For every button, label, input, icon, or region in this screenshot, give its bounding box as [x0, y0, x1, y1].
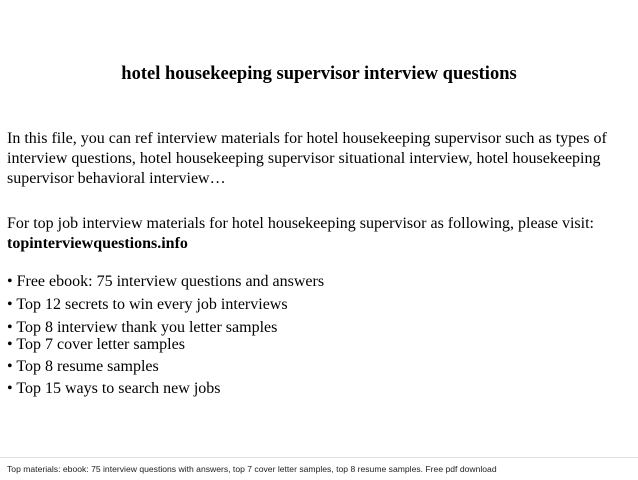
page-title: hotel housekeeping supervisor interview questions [121, 64, 517, 84]
intro-paragraph: In this file, you can ref interview materials for hotel housekeeping supervisor such as types of interview questions, hotel housekeeping supervisor situational interview, hotel housekeeping supervisor behavioral interview… [7, 130, 607, 187]
list-item: • Free ebook: 75 interview questions and answers [7, 273, 325, 290]
list-item: • Top 12 secrets to win every job interviews [7, 296, 288, 313]
cta-paragraph [7, 214, 635, 254]
list-item: • Top 7 cover letter samples [7, 336, 185, 353]
list-item: • Top 15 ways to search new jobs [7, 380, 221, 397]
materials-list [7, 272, 324, 399]
footer-text: Top materials: ebook: 75 interview questions with answers, top 7 cover letter samples, top 8 resume samples. Free pdf download [7, 464, 497, 474]
website-link[interactable]: topinterviewquestions.info [7, 235, 188, 252]
list-item: • Top 8 resume samples [7, 358, 159, 375]
footer-bar [0, 457, 638, 480]
cta-text: For top job interview materials for hotel housekeeping supervisor as following, please visit: [7, 215, 594, 232]
list-item: • Top 8 interview thank you letter samples [7, 319, 278, 336]
